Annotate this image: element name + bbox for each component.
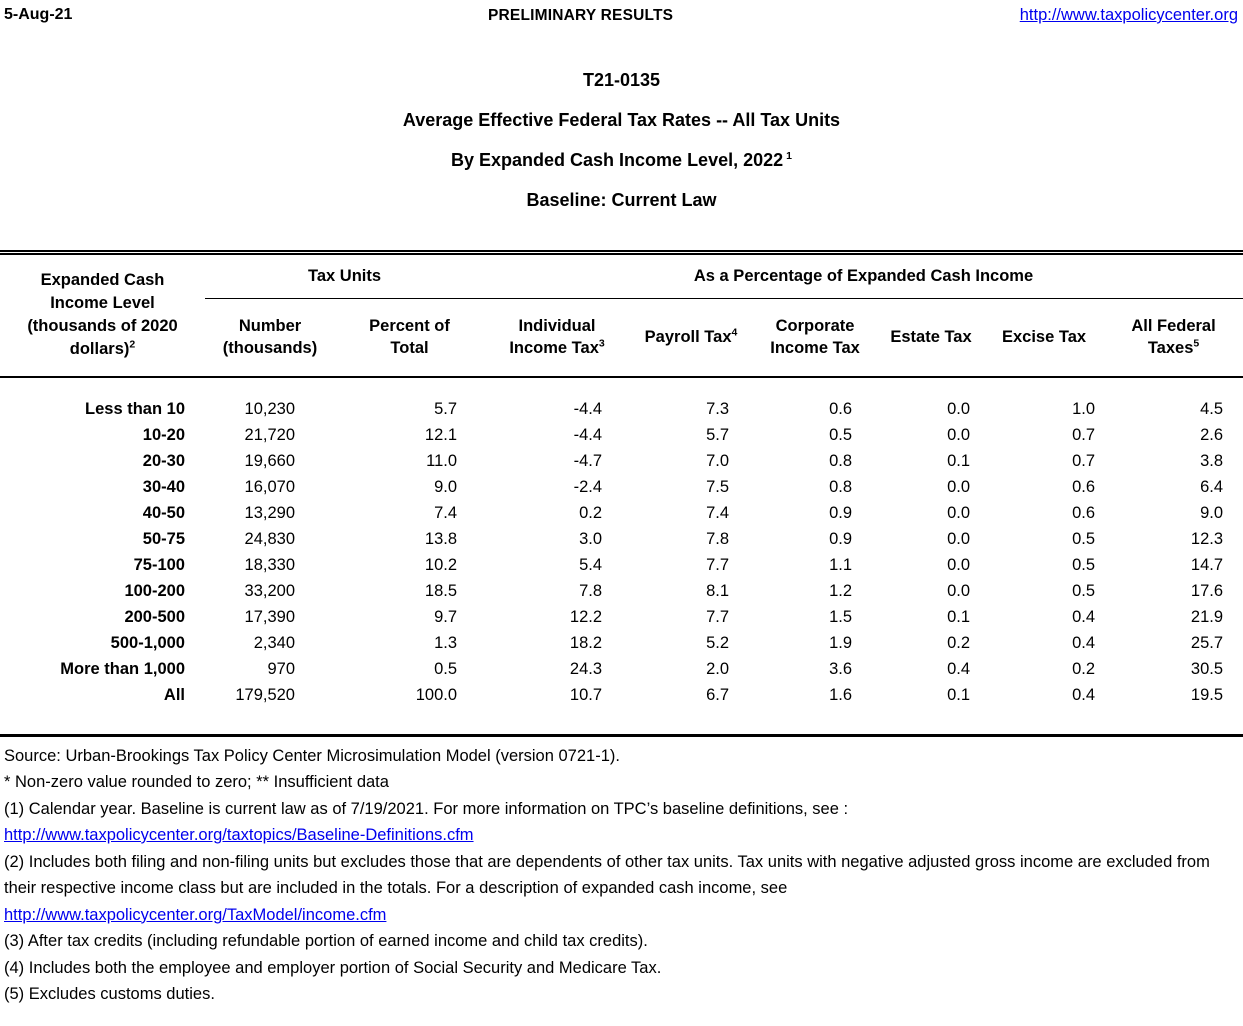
table-row [0, 552, 1243, 578]
tpc-homepage-link[interactable]: http://www.taxpolicycenter.org [1019, 6, 1238, 24]
value-cell-individual-income-tax: 3.0 [579, 529, 603, 548]
footnote-line: * Non-zero value rounded to zero; ** Insufficient data [4, 773, 389, 791]
value-cell-number-thousands: 24,830 [244, 529, 295, 548]
value-cell-all-federal-taxes: 30.5 [1190, 659, 1224, 678]
footnote-link[interactable]: http://www.taxpolicycenter.org/taxtopics/Baseline-Definitions.cfm [4, 826, 474, 844]
value-cell-individual-income-tax: 18.2 [569, 633, 603, 652]
value-cell-estate-tax: 0.1 [947, 451, 971, 470]
value-cell-excise-tax: 0.4 [1072, 633, 1096, 652]
value-cell-estate-tax: 0.1 [947, 685, 971, 704]
baseline-label: Baseline: Current Law [526, 190, 717, 210]
value-cell-excise-tax: 0.7 [1072, 451, 1096, 470]
preliminary-results-label: PRELIMINARY RESULTS [488, 7, 674, 24]
value-cell-corporate-income-tax: 0.8 [829, 477, 853, 496]
income-level-cell: 20-30 [142, 451, 185, 470]
value-cell-number-thousands: 10,230 [244, 399, 295, 418]
table-row [0, 474, 1243, 500]
footnote-line: (2) Includes both filing and non-filing units but excludes those that are dependents of other tax units. Tax units with negative adjusted gross income are excluded from their respective income class but are included in the totals. For a description of expanded cash income, see [4, 852, 1210, 897]
value-cell-estate-tax: 0.2 [947, 633, 971, 652]
income-level-cell: Less than 10 [85, 399, 185, 418]
table-row [0, 682, 1243, 736]
value-cell-payroll-tax: 5.2 [706, 633, 730, 652]
footnote-ref-1: 1 [786, 150, 792, 162]
value-cell-estate-tax: 0.0 [947, 555, 971, 574]
value-cell-all-federal-taxes: 12.3 [1190, 529, 1224, 548]
footnote-line: (3) After tax credits (including refundable portion of earned income and child tax credits). [4, 932, 648, 950]
value-cell-excise-tax: 0.5 [1072, 529, 1096, 548]
value-cell-all-federal-taxes: 14.7 [1190, 555, 1224, 574]
value-cell-percent-of-total: 12.1 [424, 425, 458, 444]
value-cell-percent-of-total: 9.7 [434, 607, 458, 626]
value-cell-individual-income-tax: -2.4 [573, 477, 603, 496]
value-cell-number-thousands: 21,720 [244, 425, 295, 444]
value-cell-individual-income-tax: -4.7 [573, 451, 603, 470]
value-cell-number-thousands: 13,290 [244, 503, 295, 522]
value-cell-corporate-income-tax: 1.1 [829, 555, 853, 574]
table-row [0, 604, 1243, 630]
page-header [0, 0, 1243, 34]
value-cell-number-thousands: 2,340 [253, 633, 295, 652]
table-row [0, 377, 1243, 422]
footnote-ref-3: 3 [598, 337, 605, 350]
table-row [0, 630, 1243, 656]
column-header-all-federal-taxes: All Federal Taxes$^5$ [1104, 299, 1243, 377]
value-cell-payroll-tax: 7.4 [706, 503, 730, 522]
value-cell-excise-tax: 0.4 [1072, 685, 1096, 704]
value-cell-percent-of-total: 1.3 [434, 633, 458, 652]
value-cell-number-thousands: 19,660 [244, 451, 295, 470]
income-level-header-line: dollars)$^2$ [69, 338, 136, 359]
footnote-line: (5) Excludes customs duties. [4, 985, 215, 1003]
value-cell-estate-tax: 0.0 [947, 529, 971, 548]
report-date: 5-Aug-21 [4, 6, 73, 23]
footnote-line: Source: Urban-Brookings Tax Policy Center Microsimulation Model (version 0721-1). [4, 746, 620, 765]
column-header-corporate-income-tax: Corporate Income Tax [752, 299, 878, 377]
income-level-cell: 10-20 [142, 425, 185, 444]
value-cell-corporate-income-tax: 0.9 [829, 503, 853, 522]
footnotes [0, 743, 1243, 1008]
value-cell-number-thousands: 179,520 [235, 685, 295, 704]
value-cell-corporate-income-tax: 1.5 [829, 607, 853, 626]
income-level-cell: More than 1,000 [60, 659, 185, 678]
value-cell-individual-income-tax: 7.8 [579, 581, 603, 600]
table-number: T21-0135 [582, 70, 661, 90]
value-cell-individual-income-tax: 10.7 [569, 685, 603, 704]
value-cell-excise-tax: 0.2 [1072, 659, 1096, 678]
table-row [0, 578, 1243, 604]
value-cell-excise-tax: 0.5 [1072, 555, 1096, 574]
value-cell-all-federal-taxes: 19.5 [1190, 685, 1224, 704]
group-header-percentage-of-income: As a Percentage of Expanded Cash Income [484, 253, 1243, 299]
income-level-cell: 50-75 [142, 529, 185, 548]
income-level-header-line: Income Level [50, 294, 155, 313]
table-subtitle [0, 140, 1243, 180]
value-cell-number-thousands: 970 [267, 659, 295, 678]
value-cell-percent-of-total: 18.5 [424, 581, 458, 600]
value-cell-estate-tax: 0.1 [947, 607, 971, 626]
value-cell-corporate-income-tax: 0.8 [829, 451, 853, 470]
income-level-cell: 30-40 [142, 477, 185, 496]
table-row [0, 448, 1243, 474]
value-cell-individual-income-tax: 24.3 [569, 659, 603, 678]
value-cell-corporate-income-tax: 0.6 [829, 399, 853, 418]
value-cell-all-federal-taxes: 4.5 [1200, 399, 1224, 418]
footnote-line: (4) Includes both the employee and employer portion of Social Security and Medicare Tax. [4, 958, 662, 977]
value-cell-corporate-income-tax: 3.6 [829, 659, 853, 678]
income-level-cell: 75-100 [133, 555, 185, 574]
footnote-link[interactable]: http://www.taxpolicycenter.org/TaxModel/income.cfm [4, 905, 387, 924]
value-cell-excise-tax: 0.6 [1072, 503, 1096, 522]
value-cell-percent-of-total: 9.0 [434, 477, 458, 496]
table-row [0, 656, 1243, 682]
income-level-header-line: Expanded Cash [40, 271, 165, 290]
value-cell-individual-income-tax: 12.2 [569, 607, 603, 626]
footnote-line: (1) Calendar year. Baseline is current law as of 7/19/2021. For more information on TPC’s baseline definitions, see : [4, 799, 849, 818]
column-header-individual-income-tax: Individual Income Tax$^3$ [484, 299, 630, 377]
value-cell-individual-income-tax: -4.4 [573, 399, 603, 418]
group-header-tax-units: Tax Units [205, 253, 484, 299]
footnote-ref-4: 4 [731, 326, 738, 339]
income-level-header-line: (thousands of 2020 [27, 317, 178, 336]
table-row [0, 500, 1243, 526]
value-cell-payroll-tax: 5.7 [706, 425, 730, 444]
value-cell-estate-tax: 0.0 [947, 503, 971, 522]
value-cell-excise-tax: 0.4 [1072, 607, 1096, 626]
title-block [0, 60, 1243, 220]
column-header-estate-tax: Estate Tax [878, 299, 984, 377]
income-level-cell: 500-1,000 [110, 633, 185, 652]
value-cell-estate-tax: 0.0 [947, 581, 971, 600]
value-cell-percent-of-total: 5.7 [434, 399, 458, 418]
value-cell-payroll-tax: 7.3 [706, 399, 730, 418]
income-level-cell: 100-200 [124, 581, 185, 600]
footnote-ref-5: 5 [1193, 337, 1200, 350]
value-cell-estate-tax: 0.4 [947, 659, 971, 678]
value-cell-all-federal-taxes: 6.4 [1200, 477, 1224, 496]
value-cell-payroll-tax: 7.0 [706, 451, 730, 470]
value-cell-payroll-tax: 7.7 [706, 555, 730, 574]
value-cell-all-federal-taxes: 3.8 [1200, 451, 1224, 470]
income-level-cell: 200-500 [124, 607, 185, 626]
value-cell-all-federal-taxes: 9.0 [1200, 503, 1224, 522]
value-cell-payroll-tax: 8.1 [706, 581, 730, 600]
value-cell-individual-income-tax: -4.4 [573, 425, 603, 444]
footnote-line [4, 902, 1237, 929]
value-cell-number-thousands: 18,330 [244, 555, 295, 574]
value-cell-excise-tax: 0.7 [1072, 425, 1096, 444]
value-cell-corporate-income-tax: 1.2 [829, 581, 853, 600]
table-row [0, 526, 1243, 552]
value-cell-all-federal-taxes: 2.6 [1200, 425, 1224, 444]
value-cell-corporate-income-tax: 1.9 [829, 633, 853, 652]
value-cell-payroll-tax: 7.5 [706, 477, 730, 496]
column-header-percent-of-total: Percent of Total [335, 299, 484, 377]
value-cell-percent-of-total: 0.5 [434, 659, 458, 678]
table-title: Average Effective Federal Tax Rates -- All Tax Units [402, 110, 841, 130]
column-header-number-thousands: Number (thousands) [205, 299, 335, 377]
value-cell-estate-tax: 0.0 [947, 477, 971, 496]
column-header-payroll-tax: Payroll Tax$^4$ [630, 299, 752, 377]
value-cell-estate-tax: 0.0 [947, 399, 971, 418]
value-cell-percent-of-total: 7.4 [434, 503, 458, 522]
value-cell-number-thousands: 33,200 [244, 581, 295, 600]
income-level-column-header [0, 253, 205, 377]
value-cell-all-federal-taxes: 21.9 [1190, 607, 1224, 626]
value-cell-percent-of-total: 11.0 [426, 451, 458, 470]
value-cell-all-federal-taxes: 25.7 [1190, 633, 1224, 652]
value-cell-payroll-tax: 6.7 [706, 685, 730, 704]
value-cell-individual-income-tax: 5.4 [579, 555, 603, 574]
value-cell-payroll-tax: 2.0 [706, 659, 730, 678]
value-cell-percent-of-total: 10.2 [424, 555, 458, 574]
column-header-excise-tax: Excise Tax [984, 299, 1104, 377]
footnote-line [4, 822, 1237, 849]
value-cell-corporate-income-tax: 0.9 [829, 529, 853, 548]
footnote-ref-2: 2 [129, 338, 136, 351]
value-cell-excise-tax: 0.6 [1072, 477, 1096, 496]
value-cell-corporate-income-tax: 1.6 [829, 685, 853, 704]
table-subtitle-text: By Expanded Cash Income Level, 2022 [451, 150, 784, 170]
value-cell-number-thousands: 17,390 [244, 607, 295, 626]
value-cell-all-federal-taxes: 17.6 [1190, 581, 1224, 600]
value-cell-individual-income-tax: 0.2 [579, 503, 603, 522]
value-cell-corporate-income-tax: 0.5 [829, 425, 853, 444]
income-level-cell: All [163, 685, 185, 704]
value-cell-excise-tax: 1.0 [1072, 399, 1096, 418]
value-cell-payroll-tax: 7.7 [706, 607, 730, 626]
value-cell-payroll-tax: 7.8 [706, 529, 730, 548]
income-level-cell: 40-50 [142, 503, 185, 522]
value-cell-estate-tax: 0.0 [947, 425, 971, 444]
tax-rates-table [0, 250, 1243, 737]
value-cell-number-thousands: 16,070 [244, 477, 295, 496]
table-row [0, 422, 1243, 448]
value-cell-excise-tax: 0.5 [1072, 581, 1096, 600]
value-cell-percent-of-total: 13.8 [424, 529, 458, 548]
value-cell-percent-of-total: 100.0 [415, 685, 458, 704]
